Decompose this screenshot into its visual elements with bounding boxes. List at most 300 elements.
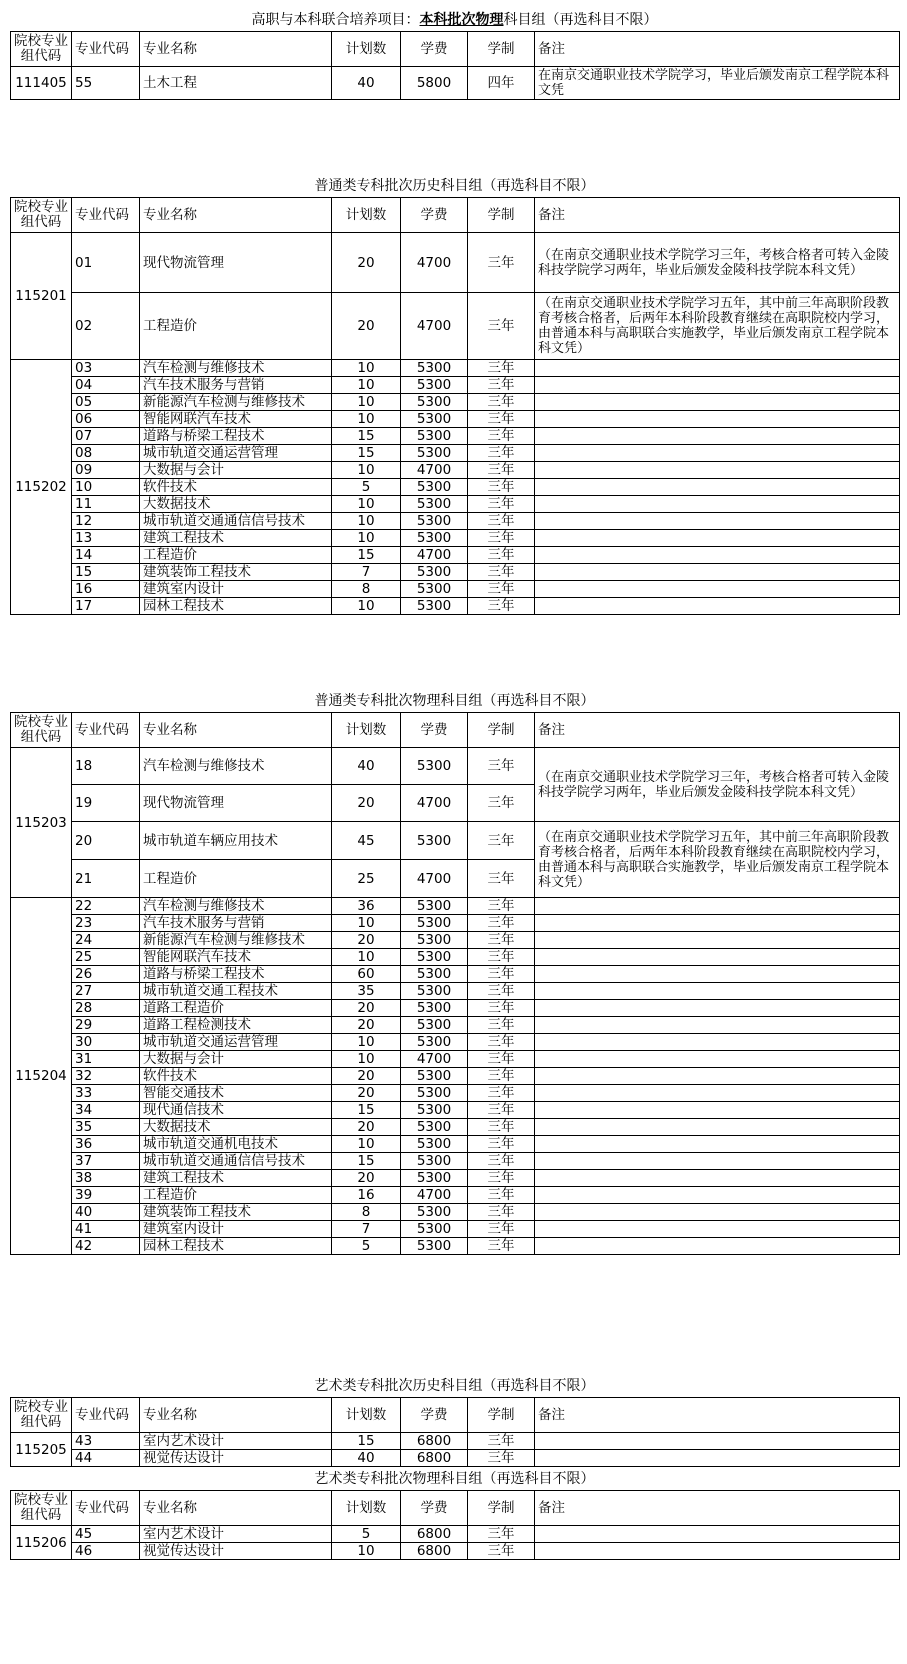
remark <box>535 1102 900 1119</box>
table-row <box>11 1221 900 1238</box>
major-code: 25 <box>72 949 140 966</box>
plan-count: 15 <box>332 547 401 564</box>
table-row <box>11 360 900 377</box>
major-code: 24 <box>72 932 140 949</box>
remark <box>535 898 900 915</box>
remark <box>535 932 900 949</box>
major-code: 17 <box>72 598 140 615</box>
tuition-fee: 4700 <box>401 1187 468 1204</box>
tuition-fee: 5300 <box>401 530 468 547</box>
major-code: 40 <box>72 1204 140 1221</box>
remark <box>535 1068 900 1085</box>
title-prefix: 高职与本科联合培养项目： <box>251 12 420 28</box>
table-row <box>11 1153 900 1170</box>
duration: 三年 <box>468 1543 535 1560</box>
major-code: 36 <box>72 1136 140 1153</box>
header-years: 学制 <box>468 1491 535 1526</box>
header-fee: 学费 <box>401 713 468 748</box>
tuition-fee: 4700 <box>401 293 468 360</box>
header-group: 院校专业组代码 <box>11 713 72 748</box>
section-art-history <box>10 1375 899 1467</box>
table-row <box>11 822 900 860</box>
header-row <box>11 713 900 748</box>
table-row <box>11 411 900 428</box>
remark <box>535 1051 900 1068</box>
plan-count: 15 <box>332 1153 401 1170</box>
major-name: 城市轨道交通运营管理 <box>140 1034 332 1051</box>
major-code: 16 <box>72 581 140 598</box>
enrollment-table <box>10 31 900 100</box>
major-code: 28 <box>72 1000 140 1017</box>
plan-count: 7 <box>332 1221 401 1238</box>
table-row <box>11 564 900 581</box>
tuition-fee: 4700 <box>401 785 468 822</box>
header-years: 学制 <box>468 1398 535 1433</box>
tuition-fee: 5300 <box>401 1102 468 1119</box>
plan-count: 10 <box>332 1136 401 1153</box>
group-code: 115204 <box>11 898 72 1255</box>
plan-count: 15 <box>332 1433 401 1450</box>
table-row <box>11 598 900 615</box>
group-code: 115206 <box>11 1526 72 1560</box>
group-code: 111405 <box>11 67 72 100</box>
group-code: 115201 <box>11 233 72 360</box>
major-name: 视觉传达设计 <box>140 1450 332 1467</box>
major-name: 大数据技术 <box>140 496 332 513</box>
header-group: 院校专业组代码 <box>11 1491 72 1526</box>
table-row <box>11 233 900 293</box>
major-name: 现代通信技术 <box>140 1102 332 1119</box>
header-row <box>11 198 900 233</box>
header-code: 专业代码 <box>72 1398 140 1433</box>
remark <box>535 445 900 462</box>
duration: 三年 <box>468 1526 535 1543</box>
tuition-fee: 5300 <box>401 479 468 496</box>
major-code: 44 <box>72 1450 140 1467</box>
plan-count: 20 <box>332 932 401 949</box>
major-name: 土木工程 <box>140 67 332 100</box>
major-code: 38 <box>72 1170 140 1187</box>
table-row <box>11 1543 900 1560</box>
major-code: 08 <box>72 445 140 462</box>
duration: 三年 <box>468 949 535 966</box>
table-row <box>11 547 900 564</box>
remark <box>535 598 900 615</box>
major-name: 室内艺术设计 <box>140 1433 332 1450</box>
duration: 三年 <box>468 581 535 598</box>
tuition-fee: 6800 <box>401 1433 468 1450</box>
tuition-fee: 5300 <box>401 748 468 785</box>
table-row <box>11 898 900 915</box>
major-name: 智能网联汽车技术 <box>140 949 332 966</box>
plan-count: 10 <box>332 394 401 411</box>
plan-count: 10 <box>332 496 401 513</box>
major-name: 汽车检测与维修技术 <box>140 360 332 377</box>
duration: 三年 <box>468 1153 535 1170</box>
major-code: 11 <box>72 496 140 513</box>
tuition-fee: 5300 <box>401 1000 468 1017</box>
remark <box>535 496 900 513</box>
header-note: 备注 <box>535 713 900 748</box>
duration: 三年 <box>468 822 535 860</box>
header-group: 院校专业组代码 <box>11 32 72 67</box>
duration: 三年 <box>468 1433 535 1450</box>
header-row <box>11 1491 900 1526</box>
remark <box>535 479 900 496</box>
major-name: 智能交通技术 <box>140 1085 332 1102</box>
group-code: 115203 <box>11 748 72 898</box>
duration: 三年 <box>468 915 535 932</box>
tuition-fee: 5300 <box>401 1204 468 1221</box>
section-title: 普通类专科批次物理科目组（再选科目不限） <box>314 693 595 709</box>
remark <box>535 1017 900 1034</box>
plan-count: 15 <box>332 428 401 445</box>
table-row <box>11 966 900 983</box>
duration: 三年 <box>468 966 535 983</box>
major-code: 02 <box>72 293 140 360</box>
table-row <box>11 1450 900 1467</box>
major-name: 城市轨道交通通信信号技术 <box>140 1153 332 1170</box>
tuition-fee: 5300 <box>401 377 468 394</box>
header-fee: 学费 <box>401 32 468 67</box>
tuition-fee: 5300 <box>401 360 468 377</box>
remark <box>535 1221 900 1238</box>
tuition-fee: 5300 <box>401 898 468 915</box>
plan-count: 10 <box>332 1034 401 1051</box>
major-name: 室内艺术设计 <box>140 1526 332 1543</box>
major-name: 工程造价 <box>140 547 332 564</box>
major-code: 12 <box>72 513 140 530</box>
major-code: 39 <box>72 1187 140 1204</box>
major-code: 37 <box>72 1153 140 1170</box>
major-name: 汽车技术服务与营销 <box>140 915 332 932</box>
table-row <box>11 479 900 496</box>
duration: 三年 <box>468 1187 535 1204</box>
duration: 三年 <box>468 1017 535 1034</box>
table-row <box>11 496 900 513</box>
remark <box>535 581 900 598</box>
plan-count: 20 <box>332 1119 401 1136</box>
remark <box>535 411 900 428</box>
major-name: 城市轨道交通工程技术 <box>140 983 332 1000</box>
major-name: 建筑室内设计 <box>140 581 332 598</box>
duration: 三年 <box>468 1450 535 1467</box>
header-name: 专业名称 <box>140 1491 332 1526</box>
plan-count: 15 <box>332 1102 401 1119</box>
major-name: 汽车检测与维修技术 <box>140 898 332 915</box>
plan-count: 40 <box>332 1450 401 1467</box>
header-note: 备注 <box>535 1398 900 1433</box>
major-name: 软件技术 <box>140 479 332 496</box>
major-code: 32 <box>72 1068 140 1085</box>
major-name: 道路与桥梁工程技术 <box>140 428 332 445</box>
remark <box>535 1085 900 1102</box>
duration: 三年 <box>468 932 535 949</box>
remark: （在南京交通职业技术学院学习五年，其中前三年高职阶段教育考核合格者，后两年本科阶段教育继续在高职院校内学习，由普通本科与高职联合实施教学，毕业后颁发南京工程学院本科文凭） <box>535 822 900 898</box>
plan-count: 10 <box>332 598 401 615</box>
major-code: 04 <box>72 377 140 394</box>
major-code: 45 <box>72 1526 140 1543</box>
major-code: 33 <box>72 1085 140 1102</box>
tuition-fee: 6800 <box>401 1543 468 1560</box>
table-row <box>11 67 900 100</box>
duration: 三年 <box>468 1119 535 1136</box>
tuition-fee: 5300 <box>401 598 468 615</box>
section-title <box>10 9 899 31</box>
header-name: 专业名称 <box>140 713 332 748</box>
major-name: 道路工程造价 <box>140 1000 332 1017</box>
major-code: 23 <box>72 915 140 932</box>
tuition-fee: 5300 <box>401 915 468 932</box>
duration: 三年 <box>468 898 535 915</box>
major-code: 21 <box>72 860 140 898</box>
duration: 三年 <box>468 785 535 822</box>
plan-count: 25 <box>332 860 401 898</box>
plan-count: 20 <box>332 1017 401 1034</box>
major-name: 视觉传达设计 <box>140 1543 332 1560</box>
header-name: 专业名称 <box>140 1398 332 1433</box>
duration: 三年 <box>468 428 535 445</box>
header-note: 备注 <box>535 32 900 67</box>
group-code: 115205 <box>11 1433 72 1467</box>
major-name: 汽车检测与维修技术 <box>140 748 332 785</box>
major-code: 29 <box>72 1017 140 1034</box>
tuition-fee: 5300 <box>401 1136 468 1153</box>
plan-count: 40 <box>332 67 401 100</box>
plan-count: 8 <box>332 1204 401 1221</box>
duration: 三年 <box>468 564 535 581</box>
tuition-fee: 5300 <box>401 496 468 513</box>
major-code: 06 <box>72 411 140 428</box>
remark <box>535 564 900 581</box>
major-name: 工程造价 <box>140 293 332 360</box>
major-name: 建筑装饰工程技术 <box>140 564 332 581</box>
plan-count: 20 <box>332 785 401 822</box>
table-row <box>11 1085 900 1102</box>
plan-count: 20 <box>332 293 401 360</box>
header-name: 专业名称 <box>140 32 332 67</box>
major-code: 41 <box>72 1221 140 1238</box>
tuition-fee: 5300 <box>401 1017 468 1034</box>
major-name: 新能源汽车检测与维修技术 <box>140 394 332 411</box>
table-row <box>11 915 900 932</box>
header-plan: 计划数 <box>332 1398 401 1433</box>
duration: 三年 <box>468 479 535 496</box>
duration: 三年 <box>468 360 535 377</box>
major-code: 26 <box>72 966 140 983</box>
header-plan: 计划数 <box>332 32 401 67</box>
table-row <box>11 932 900 949</box>
tuition-fee: 5300 <box>401 1221 468 1238</box>
plan-count: 10 <box>332 377 401 394</box>
major-name: 大数据与会计 <box>140 1051 332 1068</box>
plan-count: 60 <box>332 966 401 983</box>
section-art-physics <box>10 1468 899 1560</box>
tuition-fee: 6800 <box>401 1450 468 1467</box>
major-code: 55 <box>72 67 140 100</box>
remark <box>535 1450 900 1467</box>
remark <box>535 360 900 377</box>
duration: 三年 <box>468 496 535 513</box>
table-row <box>11 1119 900 1136</box>
major-name: 现代物流管理 <box>140 233 332 293</box>
duration: 三年 <box>468 1102 535 1119</box>
remark <box>535 1526 900 1543</box>
major-name: 大数据与会计 <box>140 462 332 479</box>
duration: 三年 <box>468 513 535 530</box>
remark <box>535 1136 900 1153</box>
remark <box>535 1543 900 1560</box>
plan-count: 10 <box>332 915 401 932</box>
remark <box>535 1238 900 1255</box>
header-name: 专业名称 <box>140 198 332 233</box>
duration: 三年 <box>468 377 535 394</box>
table-row <box>11 949 900 966</box>
major-name: 建筑工程技术 <box>140 530 332 547</box>
duration: 三年 <box>468 983 535 1000</box>
tuition-fee: 5300 <box>401 1238 468 1255</box>
duration: 三年 <box>468 1034 535 1051</box>
remark <box>535 966 900 983</box>
plan-count: 40 <box>332 748 401 785</box>
plan-count: 20 <box>332 1170 401 1187</box>
major-name: 汽车技术服务与营销 <box>140 377 332 394</box>
major-code: 01 <box>72 233 140 293</box>
remark <box>535 530 900 547</box>
remark <box>535 1204 900 1221</box>
tuition-fee: 5300 <box>401 581 468 598</box>
plan-count: 5 <box>332 1526 401 1543</box>
title-bold: 本科批次物理 <box>419 12 504 28</box>
header-years: 学制 <box>468 198 535 233</box>
major-code: 18 <box>72 748 140 785</box>
remark <box>535 377 900 394</box>
header-group: 院校专业组代码 <box>11 198 72 233</box>
plan-count: 16 <box>332 1187 401 1204</box>
major-code: 10 <box>72 479 140 496</box>
plan-count: 20 <box>332 1085 401 1102</box>
tuition-fee: 5300 <box>401 1034 468 1051</box>
duration: 三年 <box>468 1068 535 1085</box>
header-years: 学制 <box>468 32 535 67</box>
section-title: 普通类专科批次历史科目组（再选科目不限） <box>314 178 595 194</box>
plan-count: 10 <box>332 411 401 428</box>
table-row <box>11 394 900 411</box>
plan-count: 10 <box>332 949 401 966</box>
table-row <box>11 1051 900 1068</box>
plan-count: 10 <box>332 360 401 377</box>
header-fee: 学费 <box>401 1491 468 1526</box>
plan-count: 15 <box>332 445 401 462</box>
remark <box>535 547 900 564</box>
plan-count: 20 <box>332 1068 401 1085</box>
major-name: 建筑室内设计 <box>140 1221 332 1238</box>
tuition-fee: 5300 <box>401 983 468 1000</box>
major-code: 13 <box>72 530 140 547</box>
tuition-fee: 5300 <box>401 411 468 428</box>
remark <box>535 462 900 479</box>
section-undergrad-physics <box>10 9 899 100</box>
tuition-fee: 5300 <box>401 1170 468 1187</box>
tuition-fee: 5300 <box>401 1153 468 1170</box>
plan-count: 7 <box>332 564 401 581</box>
table-row <box>11 581 900 598</box>
table-row <box>11 293 900 360</box>
table-row <box>11 1136 900 1153</box>
header-group: 院校专业组代码 <box>11 1398 72 1433</box>
header-plan: 计划数 <box>332 713 401 748</box>
major-name: 园林工程技术 <box>140 1238 332 1255</box>
major-code: 07 <box>72 428 140 445</box>
duration: 三年 <box>468 1221 535 1238</box>
tuition-fee: 5300 <box>401 1068 468 1085</box>
enrollment-table <box>10 1490 900 1560</box>
header-note: 备注 <box>535 1491 900 1526</box>
tuition-fee: 5300 <box>401 513 468 530</box>
duration: 三年 <box>468 233 535 293</box>
remark <box>535 915 900 932</box>
tuition-fee: 5300 <box>401 1119 468 1136</box>
major-name: 新能源汽车检测与维修技术 <box>140 932 332 949</box>
major-name: 城市轨道交通机电技术 <box>140 1136 332 1153</box>
major-name: 智能网联汽车技术 <box>140 411 332 428</box>
duration: 三年 <box>468 394 535 411</box>
section-general-history <box>10 175 899 615</box>
plan-count: 45 <box>332 822 401 860</box>
table-row <box>11 1187 900 1204</box>
table-row <box>11 513 900 530</box>
plan-count: 10 <box>332 513 401 530</box>
table-row <box>11 1204 900 1221</box>
table-row <box>11 462 900 479</box>
table-row <box>11 983 900 1000</box>
major-code: 03 <box>72 360 140 377</box>
tuition-fee: 5300 <box>401 1085 468 1102</box>
table-row <box>11 1017 900 1034</box>
remark <box>535 1433 900 1450</box>
duration: 三年 <box>468 1000 535 1017</box>
major-code: 09 <box>72 462 140 479</box>
header-plan: 计划数 <box>332 1491 401 1526</box>
header-code: 专业代码 <box>72 32 140 67</box>
plan-count: 35 <box>332 983 401 1000</box>
tuition-fee: 4700 <box>401 462 468 479</box>
major-name: 建筑工程技术 <box>140 1170 332 1187</box>
remark <box>535 983 900 1000</box>
remark <box>535 1034 900 1051</box>
header-row <box>11 32 900 67</box>
remark <box>535 1170 900 1187</box>
major-code: 30 <box>72 1034 140 1051</box>
remark <box>535 1119 900 1136</box>
major-code: 22 <box>72 898 140 915</box>
plan-count: 10 <box>332 1051 401 1068</box>
major-code: 34 <box>72 1102 140 1119</box>
tuition-fee: 5300 <box>401 949 468 966</box>
table-row <box>11 1000 900 1017</box>
tuition-fee: 5300 <box>401 932 468 949</box>
plan-count: 8 <box>332 581 401 598</box>
major-name: 道路工程检测技术 <box>140 1017 332 1034</box>
remark <box>535 513 900 530</box>
major-name: 软件技术 <box>140 1068 332 1085</box>
header-code: 专业代码 <box>72 1491 140 1526</box>
duration: 三年 <box>468 530 535 547</box>
duration: 三年 <box>468 1085 535 1102</box>
duration: 三年 <box>468 598 535 615</box>
duration: 三年 <box>468 1051 535 1068</box>
major-name: 建筑装饰工程技术 <box>140 1204 332 1221</box>
